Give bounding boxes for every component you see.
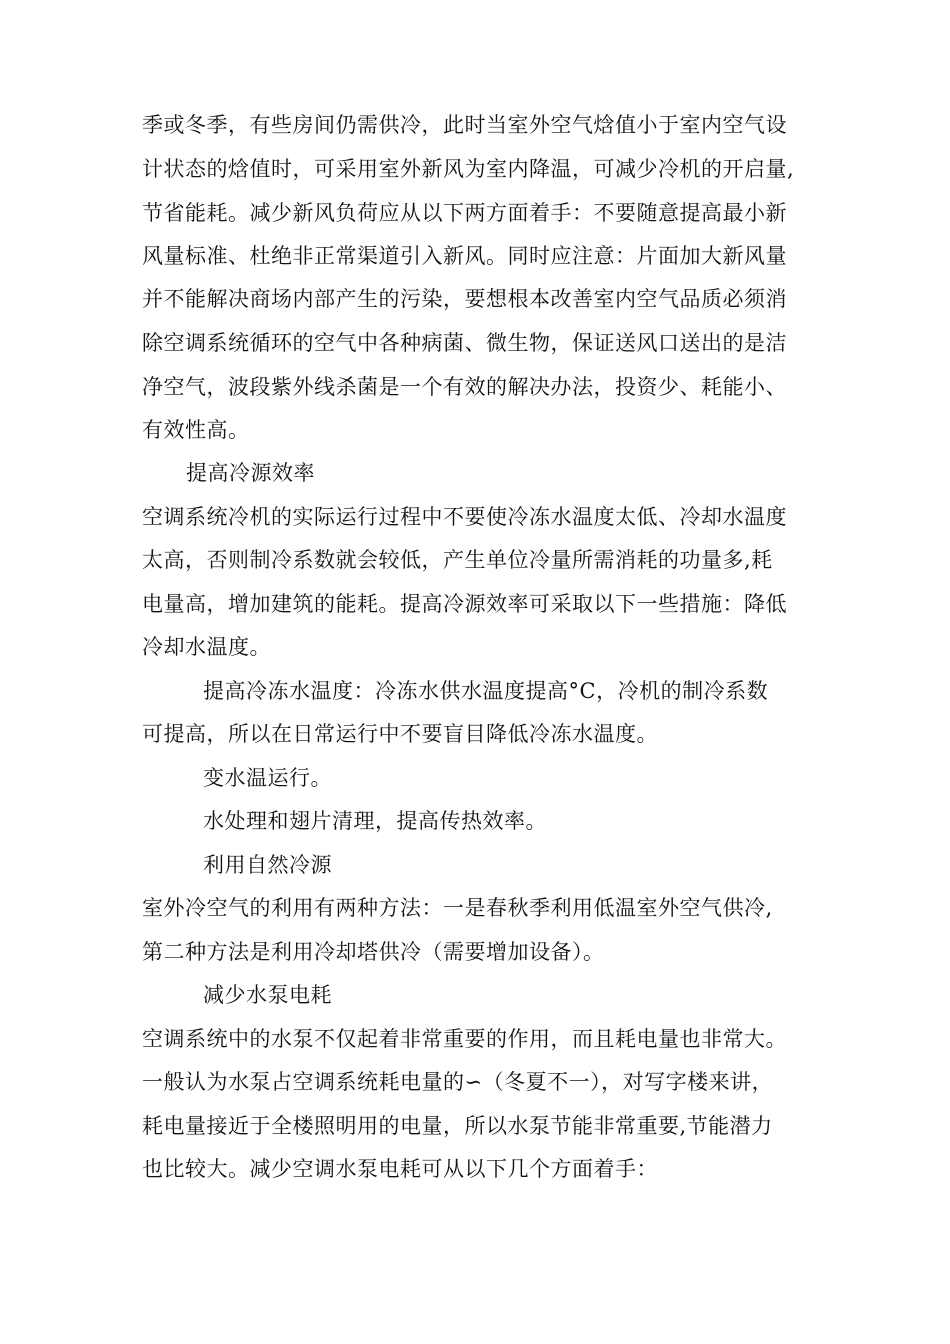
paragraph-line: 除空调系统循环的空气中各种病菌、微生物，保证送风口送出的是洁 [142,331,787,355]
section-heading: 提高冷源效率 [186,461,315,485]
paragraph-line: 空调系统中的水泵不仅起着非常重要的作用，而且耗电量也非常大。 [142,1027,787,1051]
paragraph-line: 季或冬季，有些房间仍需供冷，此时当室外空气焓值小于室内空气设 [142,113,787,137]
paragraph-line: 冷却水温度。 [142,635,271,659]
paragraph-line: 也比较大。减少空调水泵电耗可从以下几个方面着手： [142,1157,658,1181]
paragraph-line: 并不能解决商场内部产生的污染，要想根本改善室内空气品质必须消 [142,287,787,311]
paragraph-line: 净空气，波段紫外线杀菌是一个有效的解决办法，投资少、耗能小、 [142,375,787,399]
paragraph-line: 室外冷空气的利用有两种方法：一是春秋季利用低温室外空气供冷, [142,896,773,920]
paragraph-line: 提高冷冻水温度：冷冻水供水温度提高°C，冷机的制冷系数 [203,679,769,703]
section-heading: 利用自然冷源 [203,853,332,877]
section-heading: 减少水泵电耗 [203,983,332,1007]
paragraph-line: 一般认为水泵占空调系统耗电量的∽（冬夏不一），对写字楼来讲， [142,1070,774,1094]
list-item: 变水温运行。 [203,766,332,790]
paragraph-line: 风量标准、杜绝非正常渠道引入新风。同时应注意：片面加大新风量 [142,244,787,268]
paragraph-line: 计状态的焓值时，可采用室外新风为室内降温，可减少冷机的开启量, [142,157,795,181]
paragraph-line: 电量高，增加建筑的能耗。提高冷源效率可采取以下一些措施：降低 [142,592,787,616]
paragraph-line: 耗电量接近于全楼照明用的电量，所以水泵节能非常重要,节能潜力 [142,1114,773,1138]
paragraph-line: 节省能耗。减少新风负荷应从以下两方面着手：不要随意提高最小新 [142,201,787,225]
paragraph-line: 太高，否则制冷系数就会较低，产生单位冷量所需消耗的功量多,耗 [142,548,773,572]
paragraph-line: 可提高，所以在日常运行中不要盲目降低冷冻水温度。 [142,722,658,746]
list-item: 水处理和翅片清理，提高传热效率。 [203,809,547,833]
paragraph-line: 第二种方法是利用冷却塔供冷（需要增加设备）。 [142,940,605,964]
paragraph-line: 空调系统冷机的实际运行过程中不要使冷冻水温度太低、冷却水温度 [142,505,787,529]
paragraph-line: 有效性高。 [142,418,250,442]
